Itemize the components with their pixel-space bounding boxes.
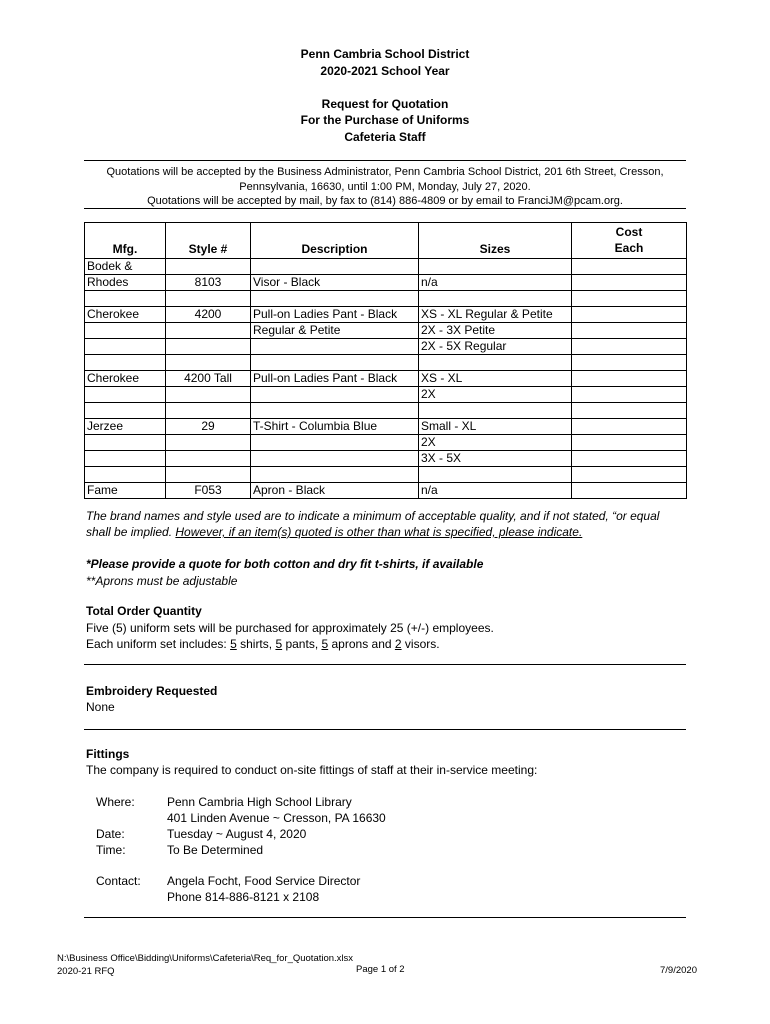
cell-style: 4200 Tall [166, 371, 251, 387]
where-address: 401 Linden Avenue ~ Cresson, PA 16630 [167, 811, 386, 825]
shirts-count: 5 [230, 637, 237, 651]
cell-style [166, 355, 251, 371]
brand-note-underlined: However, if an item(s) quoted is other than what is specified, please indicate. [175, 525, 583, 539]
table-row [85, 451, 687, 467]
brand-note-line-2 [86, 524, 696, 540]
divider [84, 664, 686, 665]
quantity-title: Total Order Quantity [86, 604, 202, 618]
pants-text: pants, [282, 637, 322, 651]
cell-description: Visor - Black [251, 275, 419, 291]
table-row [85, 435, 687, 451]
cell-description [251, 355, 419, 371]
visors-text: visors. [401, 637, 440, 651]
cell-cost [572, 483, 687, 499]
document-purpose: For the Purchase of Uniforms [300, 113, 470, 127]
header-style: Style # [166, 223, 251, 259]
cell-cost [572, 387, 687, 403]
cell-description [251, 387, 419, 403]
shirts-text: shirts, [236, 637, 276, 651]
aprons-text: aprons and [328, 637, 395, 651]
cell-style [166, 323, 251, 339]
cell-mfg [85, 403, 166, 419]
cell-cost [572, 403, 687, 419]
cell-style: 8103 [166, 275, 251, 291]
cell-cost [572, 259, 687, 275]
embroidery-value: None [86, 700, 115, 714]
cell-description: Apron - Black [251, 483, 419, 499]
cell-sizes: Small - XL [419, 419, 572, 435]
divider [84, 917, 686, 918]
cell-style [166, 451, 251, 467]
time-value: To Be Determined [167, 843, 264, 857]
cell-sizes: XS - XL [419, 371, 572, 387]
notice-line-3: Quotations will be accepted by mail, by fax to (814) 886-4809 or by email to FranciJM@pcam.org. [147, 195, 623, 207]
cell-description: Pull-on Ladies Pant - Black [251, 307, 419, 323]
table-row [85, 291, 687, 307]
table-row [85, 259, 687, 275]
cell-cost [572, 307, 687, 323]
tshirt-note: *Please provide a quote for both cotton and dry fit t-shirts, if available [86, 557, 484, 571]
cell-sizes: 2X [419, 387, 572, 403]
cell-style: 4200 [166, 307, 251, 323]
table-row [85, 483, 687, 499]
footer-doc-id: 2020-21 RFQ [57, 966, 115, 977]
cell-mfg [85, 339, 166, 355]
cell-sizes [419, 467, 572, 483]
cell-mfg [85, 323, 166, 339]
cell-mfg [85, 435, 166, 451]
cell-style [166, 387, 251, 403]
cell-description [251, 467, 419, 483]
table-row [85, 467, 687, 483]
cell-style [166, 339, 251, 355]
cell-style [166, 403, 251, 419]
header-mfg: Mfg. [85, 223, 166, 259]
header-cost: Cost [615, 225, 643, 239]
divider [84, 160, 686, 161]
notice-line-2: Pennsylvania, 16630, until 1:00 PM, Monday, July 27, 2020. [239, 181, 531, 193]
header-sizes: Sizes [419, 223, 572, 259]
brand-note-line-1: The brand names and style used are to indicate a minimum of acceptable quality, and if not stated, “or equal [86, 509, 660, 523]
cell-cost [572, 451, 687, 467]
cell-description [251, 435, 419, 451]
visors-count: 2 [394, 637, 402, 651]
cell-sizes: 2X - 3X Petite [419, 323, 572, 339]
cell-style: F053 [166, 483, 251, 499]
district-name: Penn Cambria School District [300, 47, 470, 61]
cell-mfg: Cherokee [85, 307, 166, 323]
cell-sizes: 3X - 5X [419, 451, 572, 467]
table-row [85, 307, 687, 323]
table-row [85, 419, 687, 435]
cell-sizes [419, 355, 572, 371]
cell-description [251, 339, 419, 355]
footer-file-path: N:\Business Office\Bidding\Uniforms\Cafeteria\Req_for_Quotation.xlsx [57, 953, 354, 964]
table-row [85, 275, 687, 291]
contact-label: Contact: [96, 874, 141, 888]
fittings-intro: The company is required to conduct on-site fittings of staff at their in-service meeting: [86, 763, 538, 777]
table-row [85, 387, 687, 403]
header-each: Each [614, 241, 644, 255]
cell-cost [572, 291, 687, 307]
cell-mfg [85, 387, 166, 403]
cell-description: Pull-on Ladies Pant - Black [251, 371, 419, 387]
cell-sizes [419, 291, 572, 307]
quantity-line-1: Five (5) uniform sets will be purchased for approximately 25 (+/-) employees. [86, 621, 494, 635]
cell-description: T-Shirt - Columbia Blue [251, 419, 419, 435]
cell-description [251, 451, 419, 467]
quantity-line-2 [86, 636, 696, 652]
cell-style [166, 467, 251, 483]
cell-cost [572, 467, 687, 483]
table-row [85, 403, 687, 419]
where-location: Penn Cambria High School Library [167, 795, 352, 809]
pants-count: 5 [275, 637, 283, 651]
notice-line-1: Quotations will be accepted by the Business Administrator, Penn Cambria School District, 201 6th Street, Cresson, [106, 166, 664, 178]
divider [84, 208, 686, 209]
cell-style [166, 435, 251, 451]
divider [84, 729, 686, 730]
items-table [84, 222, 687, 499]
set-includes-label: Each uniform set includes: [86, 637, 231, 651]
contact-name: Angela Focht, Food Service Director [167, 874, 361, 888]
embroidery-title: Embroidery Requested [86, 684, 218, 698]
cell-cost [572, 275, 687, 291]
cell-cost [572, 371, 687, 387]
cell-cost [572, 323, 687, 339]
footer-page-number: Page 1 of 2 [356, 964, 405, 975]
cell-mfg: Jerzee [85, 419, 166, 435]
cell-mfg: Bodek & [85, 259, 166, 275]
cell-description [251, 403, 419, 419]
cell-cost [572, 419, 687, 435]
aprons-note: **Aprons must be adjustable [86, 574, 238, 588]
cell-mfg: Cherokee [85, 371, 166, 387]
date-label: Date: [96, 827, 125, 841]
header-cost-each [572, 223, 687, 259]
cell-mfg [85, 467, 166, 483]
cell-description [251, 291, 419, 307]
cell-mfg: Fame [85, 483, 166, 499]
cell-cost [572, 339, 687, 355]
time-label: Time: [96, 843, 126, 857]
document-subject: Cafeteria Staff [344, 130, 426, 144]
contact-phone: Phone 814-886-8121 x 2108 [167, 890, 320, 904]
footer-date: 7/9/2020 [660, 965, 697, 976]
cell-sizes: n/a [419, 275, 572, 291]
cell-style [166, 291, 251, 307]
cell-style [166, 259, 251, 275]
cell-sizes: 2X [419, 435, 572, 451]
cell-mfg: Rhodes [85, 275, 166, 291]
document-title: Request for Quotation [321, 97, 449, 111]
cell-sizes: n/a [419, 483, 572, 499]
cell-description [251, 259, 419, 275]
table-row [85, 339, 687, 355]
cell-mfg [85, 355, 166, 371]
cell-cost [572, 435, 687, 451]
aprons-count: 5 [321, 637, 329, 651]
cell-description: Regular & Petite [251, 323, 419, 339]
cell-sizes: 2X - 5X Regular [419, 339, 572, 355]
header-description: Description [251, 223, 419, 259]
table-row [85, 371, 687, 387]
brand-note-plain: shall be implied. [86, 525, 176, 539]
cell-sizes [419, 403, 572, 419]
cell-style: 29 [166, 419, 251, 435]
cell-sizes [419, 259, 572, 275]
table-row [85, 355, 687, 371]
fittings-title: Fittings [86, 747, 130, 761]
cell-cost [572, 355, 687, 371]
cell-mfg [85, 291, 166, 307]
table-header-row [85, 223, 687, 259]
cell-mfg [85, 451, 166, 467]
school-year: 2020-2021 School Year [320, 64, 450, 78]
date-value: Tuesday ~ August 4, 2020 [167, 827, 307, 841]
where-label: Where: [96, 795, 135, 809]
cell-sizes: XS - XL Regular & Petite [419, 307, 572, 323]
table-row [85, 323, 687, 339]
